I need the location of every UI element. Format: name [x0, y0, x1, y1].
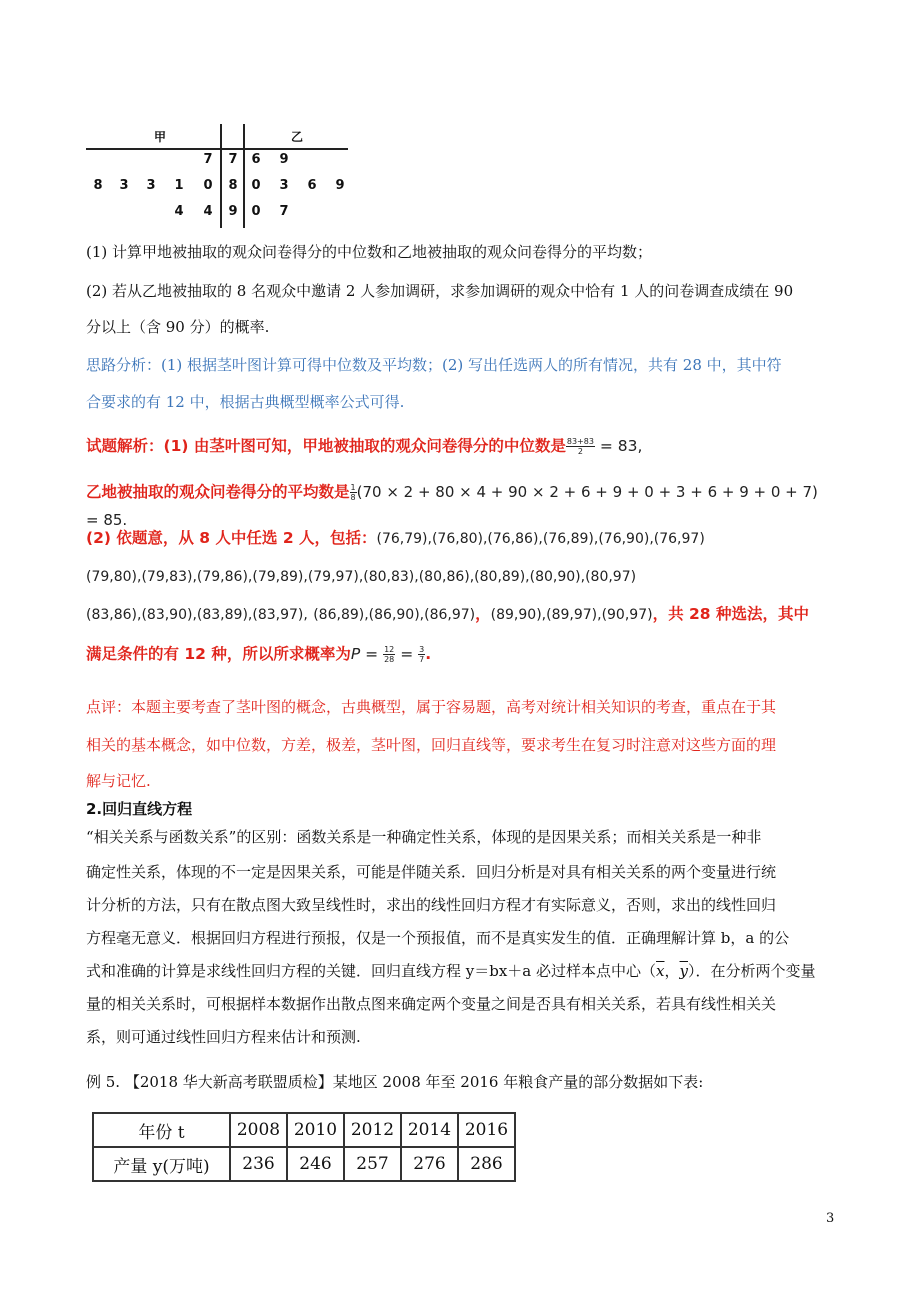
leaf-left: 1: [174, 178, 184, 193]
solution-text: 满足条件的有 12 种，所以所求概率为: [86, 645, 351, 663]
mean-fraction: [350, 483, 357, 502]
table-cell: 2012: [344, 1113, 401, 1147]
question-part-2-line-1: (2) 若从乙地被抽取的 8 名观众中邀请 2 人参加调研，求参加调研的观众中恰有 1 人的问卷调查成绩在 90: [86, 282, 794, 300]
median-fraction: [566, 437, 595, 456]
grain-yield-table: [92, 1112, 516, 1182]
table-row: [93, 1113, 515, 1147]
stem-value: 7: [228, 152, 238, 167]
page-number: 3: [826, 1211, 835, 1226]
period: .: [425, 645, 432, 663]
solution-line-1: [86, 432, 828, 460]
section-paragraph-line-7: 系，则可通过线性回归方程来估计和预测.: [86, 1028, 361, 1046]
section-paragraph-line-3: 计分析的方法，只有在散点图大致呈线性时，求出的线性回归方程才有实际意义，否则，求出的线性回归: [86, 896, 777, 914]
row-header-year: 年份 t: [93, 1113, 230, 1147]
pair-list: (89,90),(89,97),(90,97): [490, 607, 653, 623]
probability-fraction: [383, 645, 395, 664]
pair-list: (79,80),(79,83),(79,86),(79,89),(79,97),(80,83),(80,86),(80,89),(80,90),(80,97): [86, 569, 637, 585]
mean-expression: (70 × 2 + 80 × 4 + 90 × 2 + 6 + 9 + 0 + 3 + 6 + 9 + 0 + 7) = 85.: [86, 483, 818, 529]
pair-list: (86,89),(86,90),(86,97): [313, 607, 476, 623]
analysis-line-1: 思路分析：(1) 根据茎叶图计算可得中位数及平均数；(2) 写出任选两人的所有情况，共有 28 中，其中符: [86, 356, 782, 374]
table-cell: 2010: [287, 1113, 344, 1147]
table-cell: 236: [230, 1147, 287, 1181]
fraction-denominator: 8: [350, 493, 356, 502]
table-cell: 257: [344, 1147, 401, 1181]
analysis-line-2: 合要求的有 12 中，根据古典概型概率公式可得.: [86, 393, 405, 411]
fraction-numerator: 83+83: [566, 437, 594, 446]
comment-line-3: 解与记忆.: [86, 772, 151, 790]
median-result: = 83,: [594, 437, 643, 455]
question-part-1: (1) 计算甲地被抽取的观众问卷得分的中位数和乙地被抽取的观众问卷得分的平均数；: [86, 243, 653, 261]
leaf-left: 3: [119, 178, 129, 193]
leaf-right: 0: [251, 178, 261, 193]
stem-leaf-plot: [86, 118, 356, 228]
table-row: [93, 1147, 515, 1181]
fraction-numerator: 12: [384, 645, 395, 654]
leaf-right: 6: [251, 152, 261, 167]
x-bar: $\overline{x}$: [656, 962, 665, 980]
section-paragraph-line-5: [86, 957, 828, 985]
leaf-left: 0: [203, 178, 213, 193]
pair-list: (76,79),(76,80),(76,86),(76,89),(76,90),(76,97): [376, 531, 705, 547]
paragraph-text: ）．在分析两个变量: [688, 962, 816, 980]
section-heading: 2.回归直线方程: [86, 800, 193, 818]
solution-text: (2) 依题意，从 8 人中任选 2 人，包括：: [86, 529, 377, 547]
plot-divider-right: [243, 124, 245, 228]
comment-line-2: 相关的基本概念，如中位数，方差，极差，茎叶图，回归直线等，要求考生在复习时注意对这些方面的理: [86, 736, 777, 754]
section-paragraph-line-1: “相关关系与函数关系”的区别：函数关系是一种确定性关系，体现的是因果关系；而相关关系是一种非: [86, 828, 762, 846]
probability-symbol: P =: [350, 645, 384, 663]
question-part-2-line-2: 分以上（含 90 分）的概率.: [86, 318, 270, 336]
example-5-intro: 例 5. 【2018 华大新高考联盟质检】某地区 2008 年至 2016 年粮食产量的部分数据如下表:: [86, 1073, 704, 1091]
solution-line-5: [86, 600, 828, 629]
fraction-denominator: 28: [384, 655, 395, 664]
fraction-numerator: 3: [419, 645, 425, 654]
stem-value: 8: [228, 178, 238, 193]
table-cell: 2016: [458, 1113, 515, 1147]
plot-divider-left: [220, 124, 222, 228]
leaf-right: 7: [279, 204, 289, 219]
plot-label-yi: 乙: [291, 130, 304, 144]
leaf-left: 3: [146, 178, 156, 193]
plot-label-jia: 甲: [154, 130, 167, 144]
section-paragraph-line-4: 方程毫无意义．根据回归方程进行预报，仅是一个预报值，而不是真实发生的值．正确理解计算 b，a 的公: [86, 929, 790, 947]
table-cell: 2014: [401, 1113, 458, 1147]
row-header-yield: 产量 y(万吨): [93, 1147, 230, 1181]
leaf-left: 8: [93, 178, 103, 193]
separator: ，: [664, 962, 680, 980]
stem-value: 9: [228, 204, 238, 219]
solution-text: 乙地被抽取的观众问卷得分的平均数是: [86, 483, 350, 501]
y-bar: $\overline{y}$: [679, 962, 688, 980]
table-cell: 276: [401, 1147, 458, 1181]
leaf-left: 4: [203, 204, 213, 219]
leaf-left: 7: [203, 152, 213, 167]
paragraph-text: 式和准确的计算是求线性回归方程的关键．回归直线方程 y＝bx＋a 必过样本点中心（: [86, 962, 657, 980]
table-cell: 286: [458, 1147, 515, 1181]
equals-sign: =: [395, 645, 419, 663]
leaf-right: 9: [279, 152, 289, 167]
solution-line-3: [86, 524, 828, 553]
section-paragraph-line-2: 确定性关系，体现的不一定是因果关系，可能是伴随关系．回归分析是对具有相关关系的两个变量进行统: [86, 863, 777, 881]
leaf-right: 6: [307, 178, 317, 193]
leaf-left: 4: [174, 204, 184, 219]
fraction-denominator: 2: [577, 447, 583, 456]
leaf-right: 9: [335, 178, 345, 193]
leaf-right: 0: [251, 204, 261, 219]
solution-text: ，共 28 种选法，其中: [652, 605, 809, 623]
plot-top-rule: [86, 148, 348, 150]
solution-line-6: [86, 640, 828, 668]
section-paragraph-line-6: 量的相关关系时，可根据样本数据作出散点图来确定两个变量之间是否具有相关关系，若具有线性相关关: [86, 995, 777, 1013]
solution-text: 试题解析：(1) 由茎叶图可知，甲地被抽取的观众问卷得分的中位数是: [86, 437, 566, 455]
fraction-denominator: 7: [419, 655, 425, 664]
fraction-numerator: 1: [350, 483, 356, 492]
table-cell: 246: [287, 1147, 344, 1181]
pair-list: (83,86),(83,90),(83,89),(83,97),: [86, 607, 308, 623]
comment-line-1: 点评：本题主要考查了茎叶图的概念，古典概型，属于容易题，高考对统计相关知识的考查，重点在于其: [86, 698, 777, 716]
solution-line-4: [86, 562, 828, 591]
separator: ，: [475, 605, 491, 623]
table-cell: 2008: [230, 1113, 287, 1147]
leaf-right: 3: [279, 178, 289, 193]
